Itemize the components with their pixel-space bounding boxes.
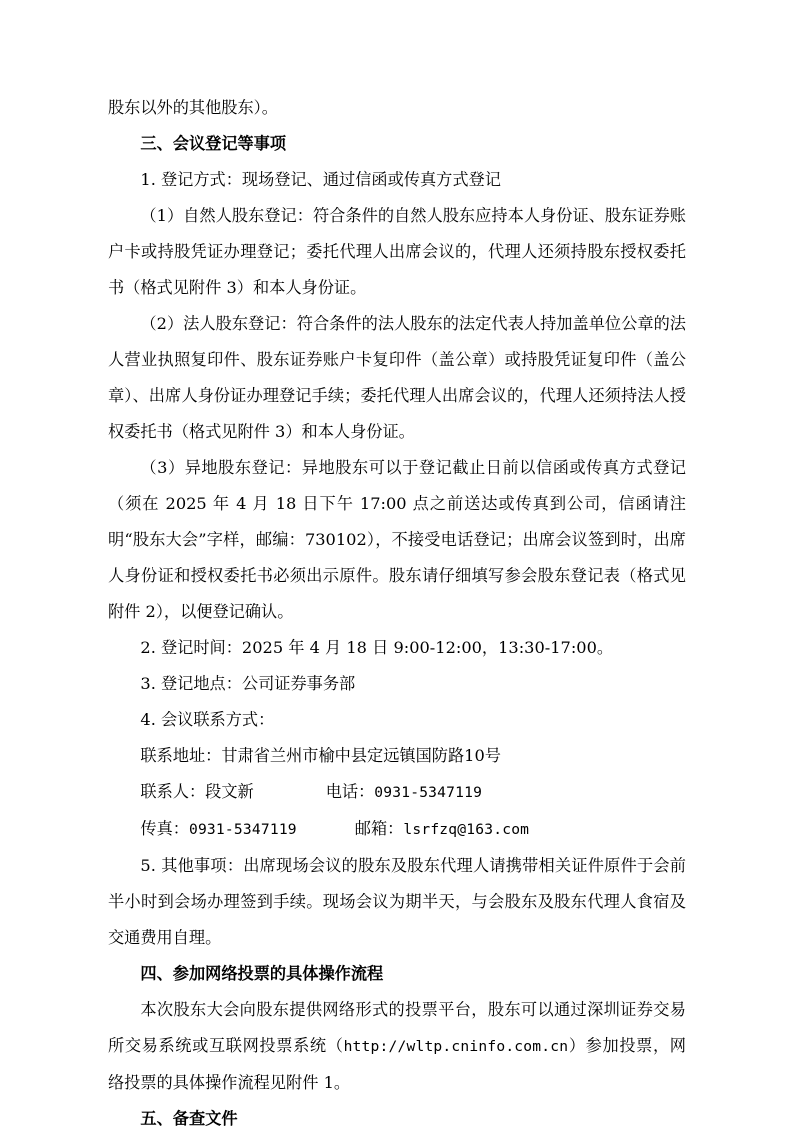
paragraph-remote-shareholder-registration: （3）异地股东登记：异地股东可以于登记截止日前以信函或传真方式登记（须在 2025 年 4 月 18 日下午 17:00 点之前送达或传真到公司，信函请注明“股东大会”字样，邮编：730102），不接受电话登记；出席会议签到时，出席人身份证和授权委托书必须出示原件。股东请仔细填写参会股东登记表（格式见附件 2），以便登记确认。: [108, 458, 686, 621]
contact-person-value: 段文新: [205, 782, 254, 801]
contact-person-line: [108, 774, 686, 811]
document-body: [108, 90, 686, 1137]
network-vote-text-before: 本次股东大会向股东提供网络形式的投票平台，股东可以通过深圳证券交易所交易系统或互联网投票系统（: [108, 1000, 686, 1055]
contact-person-label: 联系人：: [140, 782, 206, 801]
paragraph-legal-person-registration: （2）法人股东登记：符合条件的法人股东的法定代表人持加盖单位公章的法人营业执照复印件、股东证券账户卡复印件（盖公章）或持股凭证复印件（盖公章）、出席人身份证办理登记手续；委托代理人出席会议的，代理人还须持法人授权委托书（格式见附件 3）和本人身份证。: [108, 314, 686, 441]
heading-section-five: 五、备查文件: [140, 1109, 238, 1128]
contact-fax-email-line: [108, 811, 686, 848]
paragraph-network-vote: [108, 992, 686, 1101]
paragraph-other-matters: 5. 其他事项：出席现场会议的股东及股东代理人请携带相关证件原件于会前半小时到会场办理签到手续。现场会议为期半天，与会股东及股东代理人食宿及交通费用自理。: [108, 856, 686, 947]
contact-phone-label: 电话：: [325, 782, 375, 801]
paragraph-registration-time: 2. 登记时间：2025 年 4 月 18 日 9:00-12:00，13:30-17:00。: [140, 638, 614, 657]
network-vote-text-after: ）参加投票，网络投票的具体操作流程见附件 1。: [108, 1036, 686, 1092]
contact-phone-value: 0931-5347119: [374, 784, 483, 801]
paragraph-contact-heading: 4. 会议联系方式：: [140, 710, 275, 729]
heading-section-three: 三、会议登记等事项: [140, 134, 287, 153]
heading-section-four: 四、参加网络投票的具体操作流程: [140, 964, 384, 983]
paragraph-registration-method: 1. 登记方式：现场登记、通过信函或传真方式登记: [140, 170, 501, 189]
contact-fax-value: 0931-5347119: [188, 821, 297, 838]
contact-address-label: 联系地址：: [140, 746, 222, 765]
paragraph-registration-place: 3. 登记地点：公司证券事务部: [140, 674, 356, 693]
contact-email-label: 邮箱：: [354, 819, 404, 838]
paragraph-shareholders-other: 股东以外的其他股东）。: [108, 98, 278, 117]
paragraph-natural-person-registration: （1）自然人股东登记：符合条件的自然人股东应持本人身份证、股东证券账户卡或持股凭证办理登记；委托代理人出席会议的，代理人还须持股东授权委托书（格式见附件 3）和本人身份证。: [108, 206, 686, 297]
contact-email-value: lsrfzq@163.com: [403, 821, 530, 838]
contact-fax-label: 传真：: [140, 819, 189, 838]
contact-address-line: [108, 738, 686, 774]
network-vote-url: http://wltp.cninfo.com.cn: [343, 1038, 569, 1055]
contact-address-value: 甘肃省兰州市榆中县定远镇国防路10号: [221, 746, 501, 765]
